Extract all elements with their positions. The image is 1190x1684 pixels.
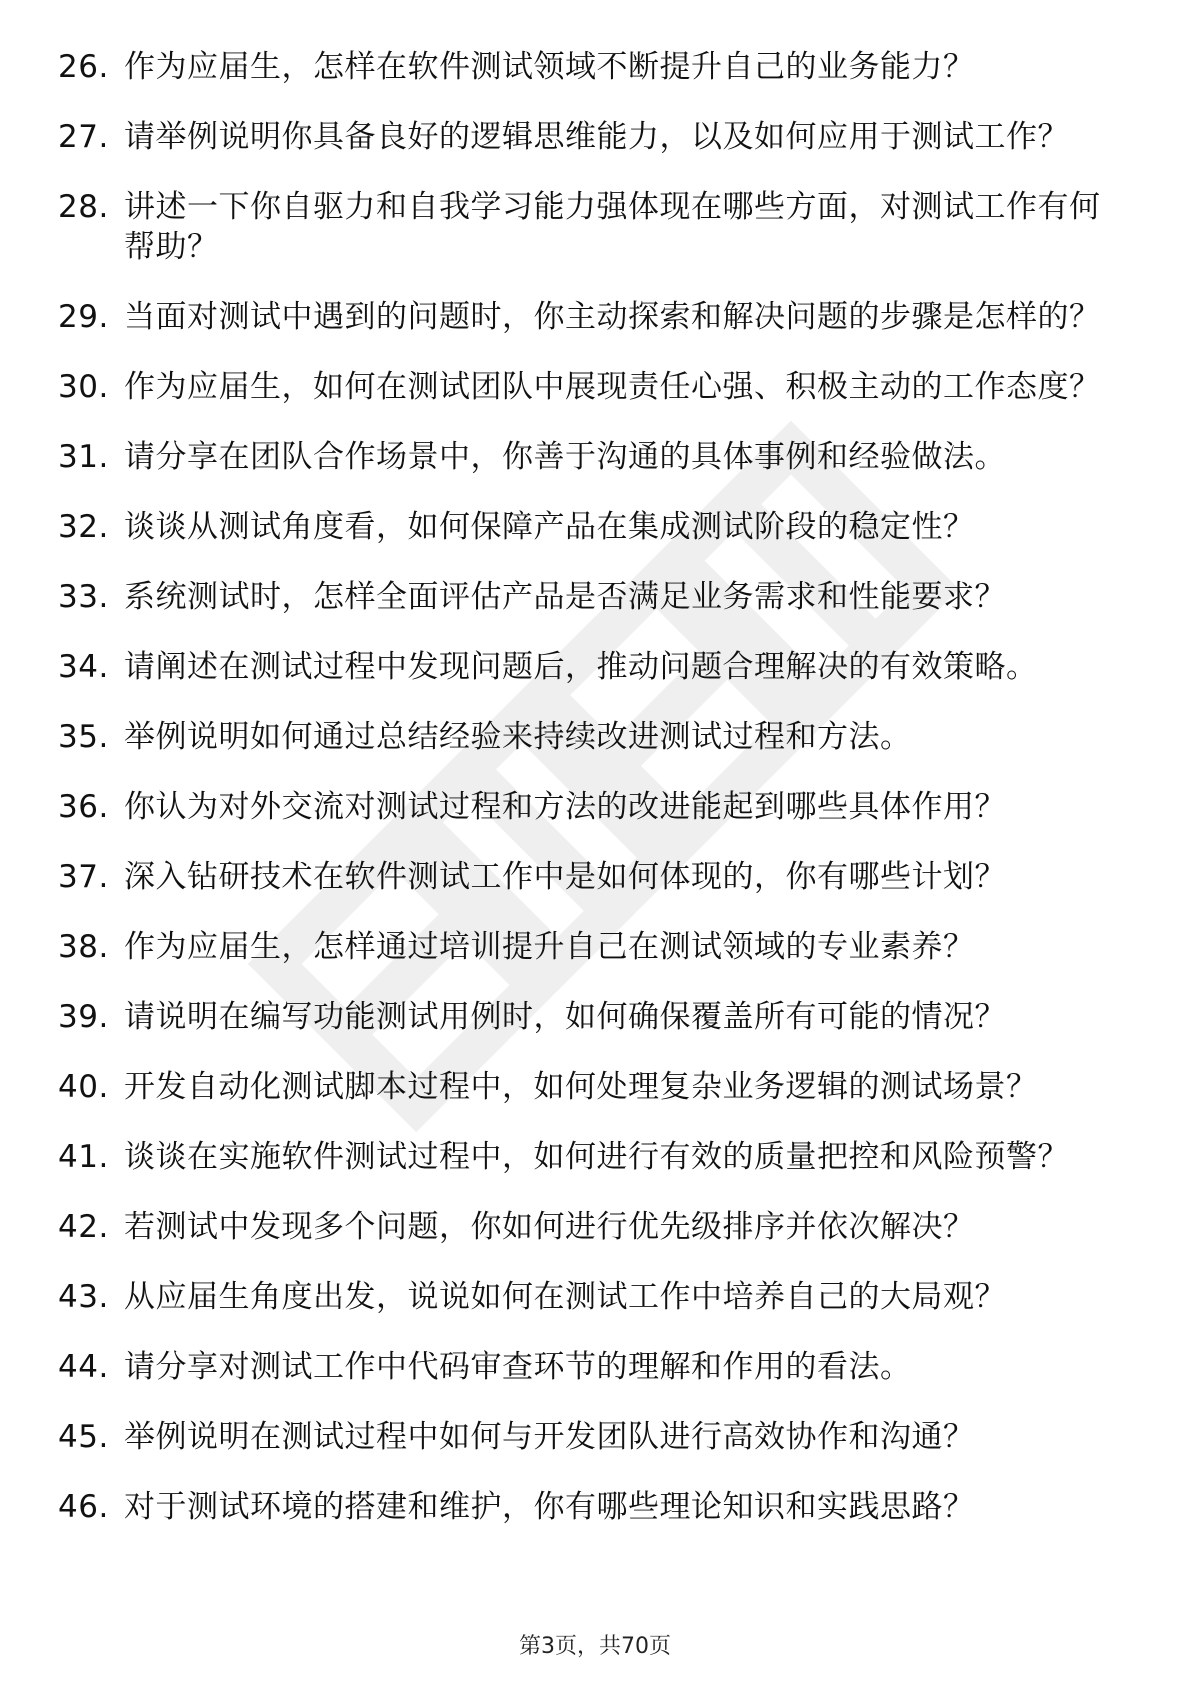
question-text: 请阐述在测试过程中发现问题后，推动问题合理解决的有效策略。 [124, 649, 1038, 685]
question-text: 作为应届生，怎样通过培训提升自己在测试领域的专业素养？ [124, 929, 975, 965]
question-text: 举例说明在测试过程中如何与开发团队进行高效协作和沟通？ [124, 1419, 975, 1455]
question-text: 谈谈在实施软件测试过程中，如何进行有效的质量把控和风险预警？ [124, 1139, 1069, 1175]
question-item [58, 577, 1118, 617]
question-item [58, 367, 1118, 407]
question-item [58, 1067, 1118, 1107]
question-item [58, 297, 1118, 337]
question-number: 42. [58, 1209, 109, 1245]
question-text: 请说明在编写功能测试用例时，如何确保覆盖所有可能的情况？ [124, 999, 1006, 1035]
question-text: 若测试中发现多个问题，你如何进行优先级排序并依次解决？ [124, 1209, 975, 1245]
question-item [58, 1487, 1118, 1527]
question-text: 谈谈从测试角度看，如何保障产品在集成测试阶段的稳定性？ [124, 509, 975, 545]
question-item [58, 857, 1118, 897]
question-item [58, 1207, 1118, 1247]
question-text: 对于测试环境的搭建和维护，你有哪些理论知识和实践思路？ [124, 1489, 975, 1525]
question-number: 39. [58, 999, 109, 1035]
question-text: 举例说明如何通过总结经验来持续改进测试过程和方法。 [124, 719, 912, 755]
question-item [58, 717, 1118, 757]
question-number: 43. [58, 1279, 109, 1315]
question-item [58, 507, 1118, 547]
question-text: 当面对测试中遇到的问题时，你主动探索和解决问题的步骤是怎样的？ [124, 299, 1101, 335]
question-text: 请分享对测试工作中代码审查环节的理解和作用的看法。 [124, 1349, 912, 1385]
question-number: 41. [58, 1139, 109, 1175]
question-item [58, 927, 1118, 967]
question-text: 系统测试时，怎样全面评估产品是否满足业务需求和性能要求？ [124, 579, 1006, 615]
question-text: 作为应届生，怎样在软件测试领域不断提升自己的业务能力？ [124, 49, 975, 85]
question-number: 36. [58, 789, 109, 825]
question-text: 请分享在团队合作场景中，你善于沟通的具体事例和经验做法。 [124, 439, 1006, 475]
question-number: 34. [58, 649, 109, 685]
question-item [58, 997, 1118, 1037]
question-number: 38. [58, 929, 109, 965]
question-item [58, 1347, 1118, 1387]
question-text: 你认为对外交流对测试过程和方法的改进能起到哪些具体作用？ [124, 789, 1006, 825]
question-number: 30. [58, 369, 109, 405]
question-number: 28. [58, 189, 109, 225]
question-item [58, 787, 1118, 827]
question-number: 33. [58, 579, 109, 615]
page-footer: 第3页，共70页 [519, 1634, 671, 1659]
question-number: 44. [58, 1349, 109, 1385]
question-number: 37. [58, 859, 109, 895]
question-text: 开发自动化测试脚本过程中，如何处理复杂业务逻辑的测试场景？ [124, 1069, 1038, 1105]
question-text: 讲述一下你自驱力和自我学习能力强体现在哪些方面，对测试工作有何帮助？ [124, 189, 1101, 265]
question-item [58, 647, 1118, 687]
question-number: 46. [58, 1489, 109, 1525]
question-text: 从应届生角度出发，说说如何在测试工作中培养自己的大局观？ [124, 1279, 1006, 1315]
question-item [58, 187, 1118, 267]
question-number: 27. [58, 119, 109, 155]
question-text: 作为应届生，如何在测试团队中展现责任心强、积极主动的工作态度？ [124, 369, 1101, 405]
question-item [58, 1417, 1118, 1457]
question-number: 26. [58, 49, 109, 85]
question-item [58, 1137, 1118, 1177]
question-number: 40. [58, 1069, 109, 1105]
question-number: 31. [58, 439, 109, 475]
question-number: 29. [58, 299, 109, 335]
question-number: 45. [58, 1419, 109, 1455]
question-item [58, 1277, 1118, 1317]
question-item [58, 47, 1118, 87]
question-list [58, 47, 1118, 1557]
question-item [58, 117, 1118, 157]
question-text: 深入钻研技术在软件测试工作中是如何体现的，你有哪些计划？ [124, 859, 1006, 895]
question-number: 32. [58, 509, 109, 545]
question-number: 35. [58, 719, 109, 755]
question-item [58, 437, 1118, 477]
question-text: 请举例说明你具备良好的逻辑思维能力，以及如何应用于测试工作？ [124, 119, 1069, 155]
